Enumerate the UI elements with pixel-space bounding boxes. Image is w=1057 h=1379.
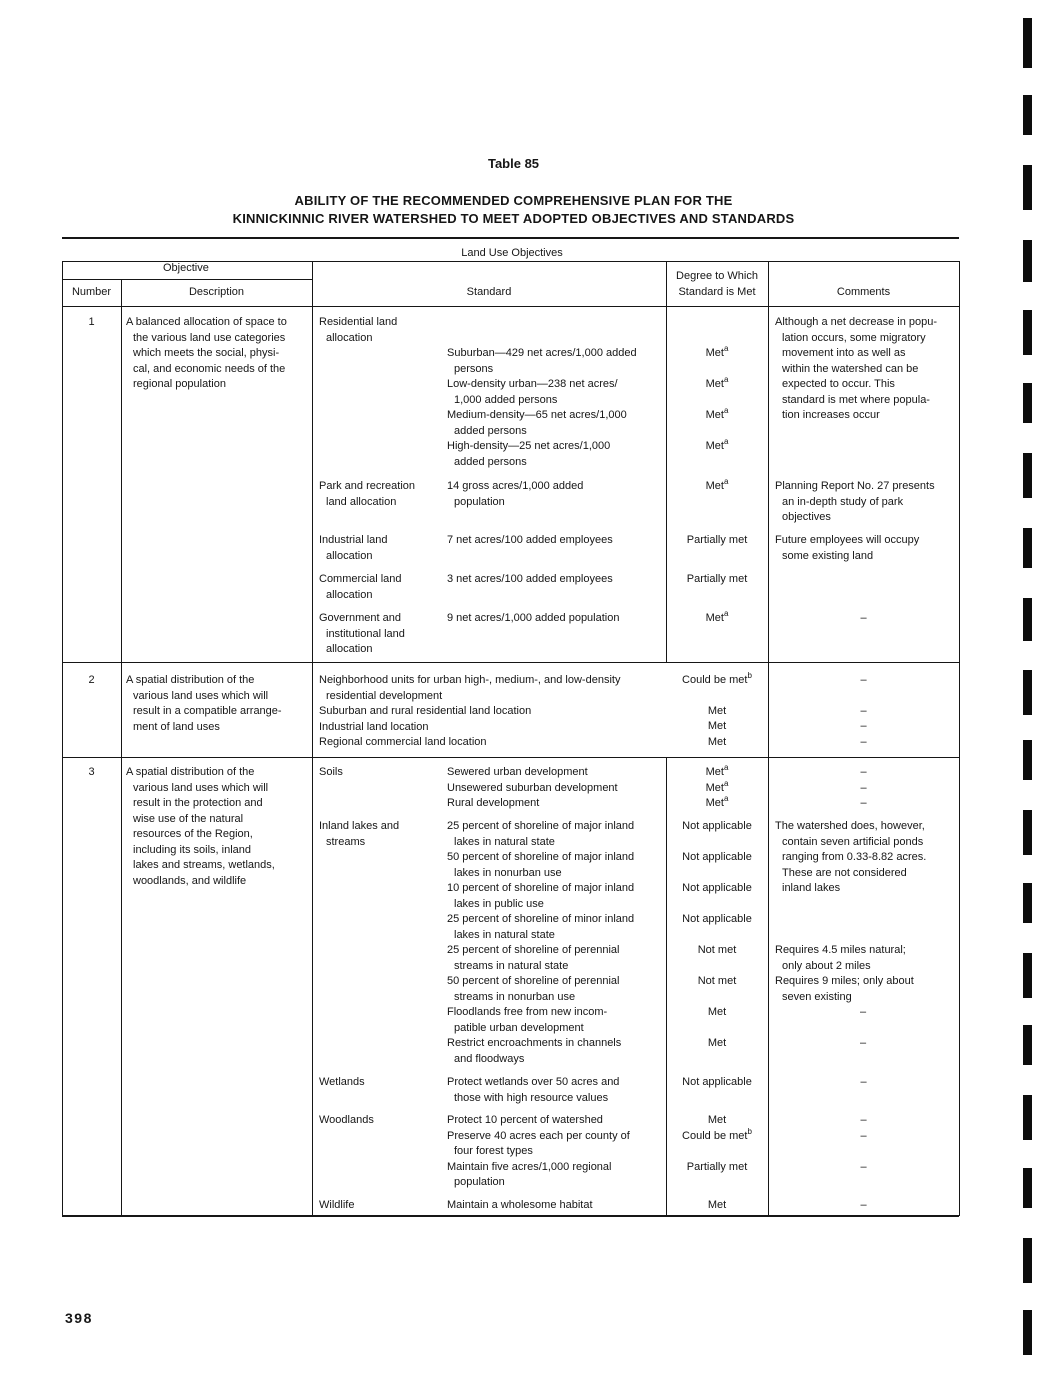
row3-wetlands-comment: – (860, 1076, 867, 1088)
row3-lakes-comment: The watershed does, however, contain seven artificial ponds ranging from 0.33-8.82 acres. These are not considered inland lakes (775, 820, 927, 894)
row1-residential-comment: Although a net decrease in popu- lation occurs, some migratory movement into as well as within the watershed can be expected to occur. This standard is met where popula- tion increases occur (775, 316, 938, 421)
row3-lakes-standards: 25 percent of shoreline of major inland lakes in natural state 50 percent of shoreline of major inland lakes in nonurban use 10 percent of shoreline of major inland lakes in public use 25 percent of shoreline of minor inland lakes in natural state 25 percent of shoreline of perennial streams in natural state 50 percent of shoreline of perennial streams in nonurban use Floodlands free from new incom- patible urban development Restrict encroachments in channels and floodways (447, 820, 635, 1065)
row3-woodlands-degree-1: Met (707, 1114, 727, 1126)
row1-high-density-degree: Met$^a$ (705, 437, 729, 452)
header-comments: Comments (836, 286, 891, 298)
row1-government-topic: Government and institutional land allocation (319, 612, 405, 655)
scan-mark (1023, 95, 1032, 135)
row3-channel-degree: Met (707, 1037, 727, 1049)
row1-commercial-topic: Commercial land allocation (319, 573, 402, 601)
row1-industrial-standard: 7 net acres/100 added employees (447, 534, 613, 546)
row2-comment-2: – (860, 705, 867, 717)
scan-mark (1023, 1095, 1032, 1140)
row3-wildlife-degree: Met (707, 1199, 727, 1211)
row3-lakes-degree-3: Not applicable (682, 882, 752, 894)
row3-lakes-topic: Inland lakes and streams (319, 820, 400, 848)
header-land-use-objectives: Land Use Objectives (461, 247, 563, 259)
row1-government-comment: – (860, 612, 867, 624)
row3-streams-degree-2: Not met (697, 975, 737, 987)
header-number: Number (71, 286, 112, 298)
row3-channel-comment: – (860, 1037, 867, 1049)
bottom-rule (62, 1215, 959, 1217)
scan-mark (1023, 810, 1032, 855)
scan-mark (1023, 453, 1032, 498)
row1-medium-density-standard: Medium-density—65 net acres/1,000 added persons (447, 409, 627, 437)
row2-degree-4: Met (707, 736, 727, 748)
row3-description: A spatial distribution of the various land uses which will result in the protection and wise use of the natural resources of the Region, including its soils, inland lakes and streams, wetlands, woodlands, and wildlife (126, 766, 275, 887)
row3-soils-comments: – – – (860, 766, 867, 809)
row3-lakes-degree-4: Not applicable (682, 913, 752, 925)
row3-streams-comment-1: Requires 4.5 miles natural; only about 2 miles (775, 944, 906, 972)
row1-number: 1 (88, 316, 95, 328)
row1-government-standard: 9 net acres/1,000 added population (447, 612, 620, 624)
row3-wetlands-topic: Wetlands (319, 1076, 365, 1088)
row3-wetlands-degree: Not applicable (682, 1076, 752, 1088)
row3-wildlife-standard: Maintain a wholesome habitat (447, 1199, 593, 1211)
row3-wildlife-topic: Wildlife (319, 1199, 355, 1211)
scan-mark (1023, 1168, 1032, 1208)
row1-park-comment: Planning Report No. 27 presents an in-depth study of park objectives (775, 480, 935, 523)
col-line-standard (666, 261, 667, 662)
scan-mark (1023, 953, 1032, 998)
scan-mark (1023, 383, 1032, 423)
row1-low-density-degree: Met$^a$ (705, 375, 729, 390)
row1-suburban-standard: Suburban—429 net acres/1,000 added persons (447, 347, 637, 375)
row3-woodlands-degree-2: Could be met$^b$ (682, 1127, 752, 1142)
objective-rule (62, 279, 312, 280)
row3-woodlands-comment-3: – (860, 1161, 867, 1173)
row1-residential-topic: Residential land allocation (319, 316, 398, 344)
scan-mark (1023, 740, 1032, 780)
row3-lakes-degree-2: Not applicable (682, 851, 752, 863)
row3-soils-topic: Soils (319, 766, 343, 778)
row2-degree-2: Met (707, 705, 727, 717)
header-description: Description (188, 286, 245, 298)
row3-streams-degree-1: Not met (697, 944, 737, 956)
top-rule (62, 237, 959, 239)
row1-park-degree: Met$^a$ (705, 477, 729, 492)
scan-mark (1023, 240, 1032, 282)
row2-number: 2 (88, 674, 95, 686)
row3-woodlands-comment-2: – (860, 1130, 867, 1142)
row2-comment-4: – (860, 736, 867, 748)
scan-mark (1023, 598, 1032, 641)
scan-mark (1023, 883, 1032, 923)
row3-woodlands-standards: Protect 10 percent of watershed Preserve 40 acres each per county of four forest types Maintain five acres/1,000 regional population (447, 1114, 630, 1188)
col-line-right (959, 261, 960, 1216)
row1-industrial-comment: Future employees will occupy some existing land (775, 534, 920, 562)
row1-commercial-standard: 3 net acres/100 added employees (447, 573, 613, 585)
row3-woodlands-comment-1: – (860, 1114, 867, 1126)
row1-commercial-degree: Partially met (686, 573, 748, 585)
row3-soils-standards: Sewered urban development Unsewered suburban development Rural development (447, 766, 618, 809)
table-title-line1: ABILITY OF THE RECOMMENDED COMPREHENSIVE PLAN FOR THE (294, 193, 733, 208)
scan-mark (1023, 1025, 1032, 1065)
row3-woodlands-topic: Woodlands (319, 1114, 374, 1126)
row1-low-density-standard: Low-density urban—238 net acres/ 1,000 added persons (447, 378, 618, 406)
header-objective: Objective (163, 262, 209, 274)
scan-mark (1023, 1310, 1032, 1355)
row3-flood-degree: Met (707, 1006, 727, 1018)
row1-medium-density-degree: Met$^a$ (705, 406, 729, 421)
row1-description: A balanced allocation of space to the various land use categories which meets the social, physi- cal, and economic needs of the regional population (126, 316, 287, 390)
row1-industrial-topic: Industrial land allocation (319, 534, 388, 562)
row1-high-density-standard: High-density—25 net acres/1,000 added persons (447, 440, 611, 468)
row3-soils-degrees: Met$^a$ Met$^a$ Met$^a$ (705, 763, 729, 809)
row3-number: 3 (88, 766, 95, 778)
row2-degree-3: Met (707, 720, 727, 732)
row3-streams-comment-2: Requires 9 miles; only about seven existing (775, 975, 914, 1003)
header-degree: Degree to Which Standard is Met (676, 270, 758, 298)
row1-park-topic: Park and recreation land allocation (319, 480, 415, 508)
col-line-left (62, 261, 63, 1216)
col-line-description (312, 261, 313, 1216)
table-title-line2: KINNICKINNIC RIVER WATERSHED TO MEET ADOPTED OBJECTIVES AND STANDARDS (232, 211, 795, 226)
header-bottom-rule (62, 306, 959, 307)
scan-mark (1023, 670, 1032, 715)
row1-park-standard: 14 gross acres/1,000 added population (447, 480, 584, 508)
scan-mark (1023, 165, 1032, 210)
row2-comment-1: – (860, 674, 867, 686)
header-standard: Standard (466, 286, 512, 298)
row1-government-degree: Met$^a$ (705, 609, 729, 624)
row3-lakes-degree-1: Not applicable (682, 820, 752, 832)
scan-mark (1023, 1238, 1032, 1283)
page-number: 398 (65, 1310, 93, 1326)
row-divider-2 (62, 757, 959, 758)
row1-suburban-degree: Met$^a$ (705, 344, 729, 359)
col-line-number (121, 279, 122, 1216)
table-number: Table 85 (487, 156, 540, 171)
row3-wildlife-comment: – (860, 1199, 867, 1211)
scan-mark (1023, 528, 1032, 568)
row3-woodlands-degree-3: Partially met (686, 1161, 748, 1173)
row3-wetlands-standard: Protect wetlands over 50 acres and those with high resource values (447, 1076, 620, 1104)
row3-flood-comment: – (860, 1006, 867, 1018)
row2-standards: Neighborhood units for urban high-, medium-, and low-density residential development Suburban and rural residential land location Industrial land location Regional commercial land location (319, 674, 621, 748)
row-divider-1 (62, 662, 959, 663)
scan-mark (1023, 310, 1032, 355)
row2-comment-3: – (860, 720, 867, 732)
row1-industrial-degree: Partially met (686, 534, 748, 546)
row2-degree-1: Could be met$^b$ (682, 671, 752, 686)
row2-description: A spatial distribution of the various land uses which will result in a compatible arrange- ment of land uses (126, 674, 282, 733)
scan-mark (1023, 18, 1032, 68)
